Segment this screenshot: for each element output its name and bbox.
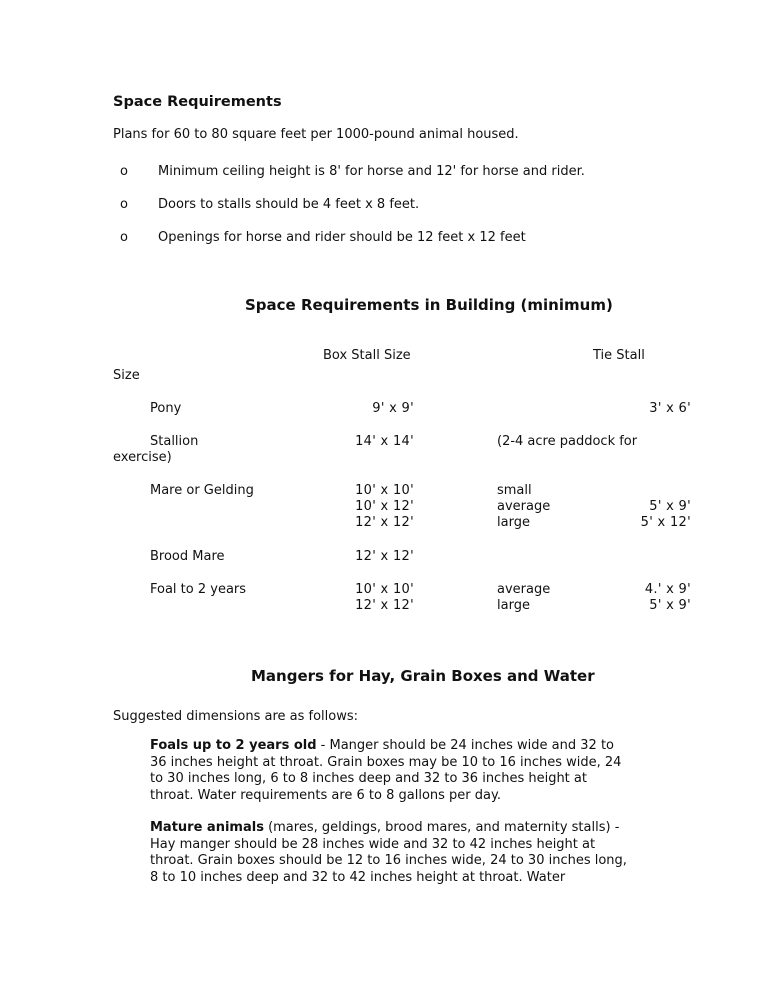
mare-tie-label: small bbox=[497, 483, 532, 498]
bullet-icon: o bbox=[120, 164, 128, 179]
paragraph-mature-text: (mares, geldings, brood mares, and maternity stalls) - Hay manger should be 28 inches wide and 32 to 42 inches height at throat. Grain boxes should be 12 to 16 inches wide, 24 to 30 inches long, 8 to 10 inches deep and 32 to 42 inches height at throat. Water bbox=[150, 820, 627, 885]
section-title-mangers: Mangers for Hay, Grain Boxes and Water bbox=[251, 667, 595, 685]
foal-tie-label: average bbox=[497, 582, 551, 597]
column-header-box-stall: Box Stall Size bbox=[323, 348, 411, 363]
foal-box-size: 12' x 12' bbox=[355, 598, 414, 613]
row-label-stallion-wrap: exercise) bbox=[113, 450, 172, 465]
bullet-item: Openings for horse and rider should be 12 feet x 12 feet bbox=[158, 230, 526, 245]
stallion-note: (2-4 acre paddock for bbox=[497, 434, 638, 449]
paragraph-foals-heading: Foals up to 2 years old bbox=[150, 738, 317, 753]
mare-box-size: 10' x 12' bbox=[355, 499, 414, 514]
bullet-icon: o bbox=[120, 197, 128, 212]
mare-tie-label: large bbox=[497, 515, 530, 530]
paragraph-mature bbox=[150, 820, 630, 886]
mangers-intro: Suggested dimensions are as follows: bbox=[113, 709, 359, 724]
row-label-brood-mare: Brood Mare bbox=[150, 549, 225, 564]
foal-tie-size: 4.' x 9' bbox=[644, 582, 691, 597]
mare-tie-label: average bbox=[497, 499, 551, 514]
pony-tie-size: 3' x 6' bbox=[649, 401, 691, 416]
paragraph-mature-heading: Mature animals bbox=[150, 820, 264, 835]
bullet-icon: o bbox=[120, 230, 128, 245]
row-label-stallion: Stallion bbox=[150, 434, 199, 449]
column-header-size: Size bbox=[113, 368, 140, 383]
section-title-building: Space Requirements in Building (minimum) bbox=[245, 296, 613, 314]
row-label-foal: Foal to 2 years bbox=[150, 582, 247, 597]
intro-text: Plans for 60 to 80 square feet per 1000-pound animal housed. bbox=[113, 127, 519, 142]
bullet-item: Doors to stalls should be 4 feet x 8 feet. bbox=[158, 197, 420, 212]
row-label-mare: Mare or Gelding bbox=[150, 483, 254, 498]
bullet-item: Minimum ceiling height is 8' for horse and 12' for horse and rider. bbox=[158, 164, 585, 179]
foal-tie-size: 5' x 9' bbox=[649, 598, 691, 613]
mare-tie-size: 5' x 9' bbox=[649, 499, 691, 514]
mare-tie-size: 5' x 12' bbox=[640, 515, 691, 530]
row-label-pony: Pony bbox=[150, 401, 182, 416]
section-title-space-requirements: Space Requirements bbox=[113, 94, 282, 110]
brood-box-size: 12' x 12' bbox=[355, 549, 414, 564]
stallion-box-size: 14' x 14' bbox=[355, 434, 414, 449]
pony-box-size: 9' x 9' bbox=[372, 401, 414, 416]
paragraph-foals bbox=[150, 738, 630, 804]
foal-tie-label: large bbox=[497, 598, 530, 613]
foal-box-size: 10' x 10' bbox=[355, 582, 414, 597]
mare-box-size: 10' x 10' bbox=[355, 483, 414, 498]
column-header-tie-stall: Tie Stall bbox=[593, 348, 645, 363]
paragraph-foals-text: - Manger should be 24 inches wide and 32 to 36 inches height at throat. Grain boxes may be 10 to 16 inches wide, 24 to 30 inches long, 6 to 8 inches deep and 32 to 36 inches height at throat. Water requirements are 6 to 8 gallons per day. bbox=[150, 738, 622, 803]
mare-box-size: 12' x 12' bbox=[355, 515, 414, 530]
